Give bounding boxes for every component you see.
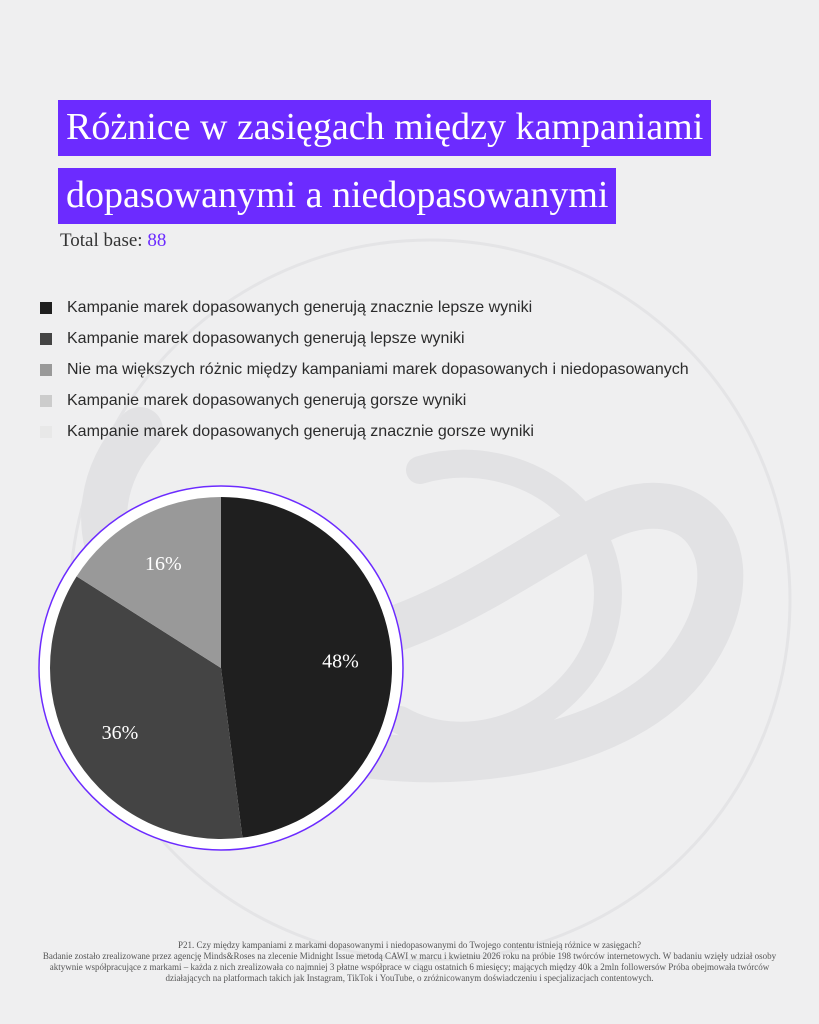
legend-swatch <box>40 426 52 438</box>
legend-label: Kampanie marek dopasowanych generują znacznie gorsze wyniki <box>67 422 534 440</box>
title-line-1: Różnice w zasięgach między kampaniami <box>58 100 711 156</box>
pie-slice-label: 48% <box>322 650 359 673</box>
legend <box>40 292 689 447</box>
footnote-question: P21. Czy między kampaniami z markami dopasowanymi i niedopasowanymi do Twojego contentu istnieją różnice w zasięgach? <box>177 940 642 950</box>
legend-item <box>40 323 689 354</box>
legend-item <box>40 385 689 416</box>
legend-swatch <box>40 333 52 345</box>
legend-swatch <box>40 395 52 407</box>
footnote <box>40 940 779 984</box>
legend-label: Kampanie marek dopasowanych generują lepsze wyniki <box>67 329 465 347</box>
pie-chart <box>37 484 405 852</box>
footnote-methodology: Badanie zostało zrealizowane przez agencję Minds&Roses na zlecenie Midnight Issue metodą CAWI w marcu i kwietniu 2026 roku na próbie 198 twórców internetowych. W badaniu wzięły udział osoby aktywnie współpracujące z markami – każda z nich zrealizowała co najmniej 3 płatne współprace w ciągu ostatnich 6 miesięcy; mających między 40k a 2mln followersów Próba obejmowała twórców działających na platformach takich jak Instagram, TikTok i YouTube, o zróżnicowanym doświadczeniu i specjalizacjach contentowych. <box>42 951 777 983</box>
legend-label: Kampanie marek dopasowanych generują gorsze wyniki <box>67 391 467 409</box>
pie-slice-label: 36% <box>101 722 139 745</box>
legend-item <box>40 292 689 323</box>
legend-label: Kampanie marek dopasowanych generują znacznie lepsze wyniki <box>67 298 533 316</box>
legend-swatch <box>40 364 52 376</box>
total-base <box>60 230 166 252</box>
legend-label: Nie ma większych różnic między kampaniami marek dopasowanych i niedopasowanych <box>67 360 689 378</box>
title-line-2: dopasowanymi a niedopasowanymi <box>58 168 616 224</box>
pie-slice <box>221 497 392 838</box>
pie-slice-label: 16% <box>144 553 182 576</box>
pie-chart-svg <box>37 484 405 852</box>
chart-title <box>58 100 758 236</box>
legend-swatch <box>40 302 52 314</box>
total-base-value: 88 <box>147 230 167 251</box>
total-base-label: Total base: <box>60 230 143 251</box>
legend-item <box>40 354 689 385</box>
legend-item <box>40 416 689 447</box>
